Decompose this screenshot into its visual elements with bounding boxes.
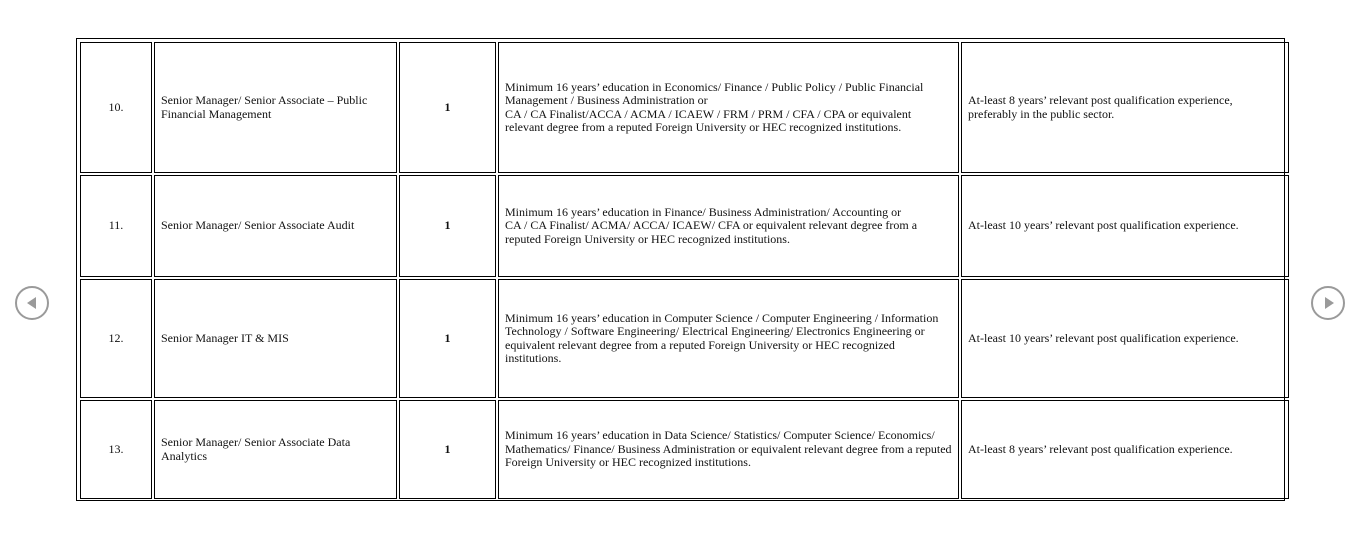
qualification-line: Minimum 16 years’ education in Computer Science / Computer Engineering / Information Technology / Software Engineering/ Electrical Engineering/ Electronics Engineering or equivalent relevant degree from a reputed Foreign University or HEC recognized institutions. (505, 310, 939, 365)
triangle-left-icon (17, 288, 47, 318)
table-row (80, 400, 1289, 499)
table-row (80, 279, 1289, 398)
position-title-cell: Senior Manager IT & MIS (154, 279, 397, 398)
posts-count-cell: 1 (399, 42, 496, 173)
experience-cell: At-least 10 years’ relevant post qualification experience. (961, 279, 1289, 398)
posts-count-cell: 1 (399, 175, 496, 277)
qualification-line: CA / CA Finalist/ ACMA/ ACCA/ ICAEW/ CFA or equivalent relevant degree from a reputed Foreign University or HEC recognized institutions. (505, 218, 918, 246)
serial-number-cell: 11. (80, 175, 152, 277)
previous-button[interactable] (15, 286, 49, 320)
qualification-cell (498, 279, 959, 398)
posts-count-cell: 1 (399, 279, 496, 398)
serial-number-cell: 12. (80, 279, 152, 398)
experience-cell: At-least 10 years’ relevant post qualification experience. (961, 175, 1289, 277)
qualification-cell (498, 400, 959, 499)
position-title-cell: Senior Manager/ Senior Associate Data Analytics (154, 400, 397, 499)
triangle-right-icon (1313, 288, 1343, 318)
qualification-line: Minimum 16 years’ education in Data Science/ Statistics/ Computer Science/ Economics/ Mathematics/ Finance/ Business Administration or equivalent relevant degree from a reputed Foreign University or HEC recognized institutions. (505, 428, 952, 470)
qualification-cell (498, 42, 959, 173)
posts-count-cell: 1 (399, 400, 496, 499)
table-row (80, 42, 1289, 173)
experience-cell: At-least 8 years’ relevant post qualification experience, preferably in the public sector. (961, 42, 1289, 173)
job-positions-table (78, 40, 1291, 501)
qualification-line: CA / CA Finalist/ACCA / ACMA / ICAEW / FRM / PRM / CFA / CPA or equivalent relevant degree from a reputed Foreign University or HEC recognized institutions. (505, 106, 912, 134)
qualification-line: Minimum 16 years’ education in Economics/ Finance / Public Policy / Public Financial Management / Business Administration or (505, 79, 924, 107)
serial-number-cell: 10. (80, 42, 152, 173)
next-button[interactable] (1311, 286, 1345, 320)
position-title-cell: Senior Manager/ Senior Associate – Public Financial Management (154, 42, 397, 173)
job-table-container (76, 38, 1285, 501)
table-row (80, 175, 1289, 277)
qualification-line: Minimum 16 years’ education in Finance/ Business Administration/ Accounting or (505, 204, 902, 219)
serial-number-cell: 13. (80, 400, 152, 499)
position-title-cell: Senior Manager/ Senior Associate Audit (154, 175, 397, 277)
qualification-cell (498, 175, 959, 277)
experience-cell: At-least 8 years’ relevant post qualification experience. (961, 400, 1289, 499)
